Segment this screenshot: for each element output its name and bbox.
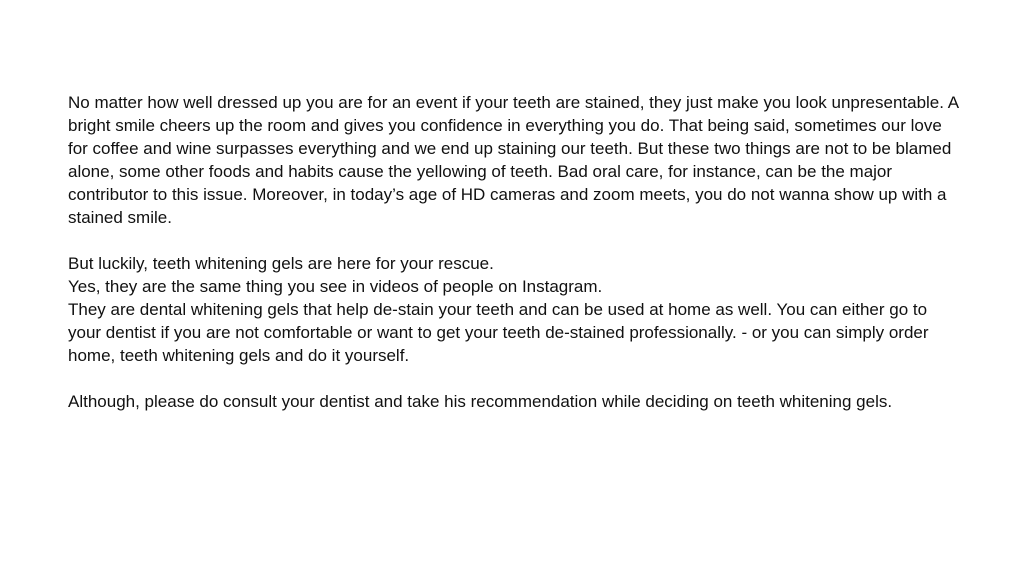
paragraph-spacer [68,229,960,252]
paragraph-intro: No matter how well dressed up you are for an event if your teeth are stained, they just make you look unpresentable. A bright smile cheers up the room and gives you confidence in everything you do. That being said, sometimes our love for coffee and wine surpasses everything and we end up staining our teeth. But these two things are not to be blamed alone, some other foods and habits cause the yellowing of teeth. Bad oral care, for instance, can be the major contributor to this issue. Moreover, in today’s age of HD cameras and zoom meets, you do not wanna show up with a stained smile. [68,93,959,227]
paragraph-line-gels: They are dental whitening gels that help de-stain your teeth and can be used at home as well. You can either go to your dentist if you are not comfortable or want to get your teeth de-stained professionally. - or you can simply order home, teeth whitening gels and do it yourself. [68,300,929,365]
paragraph-consult: Although, please do consult your dentist and take his recommendation while deciding on teeth whitening gels. [68,392,893,411]
body-text [68,91,960,413]
paragraph-line-instagram: Yes, they are the same thing you see in videos of people on Instagram. [68,277,603,296]
paragraph-spacer [68,367,960,390]
paragraph-line-rescue: But luckily, teeth whitening gels are here for your rescue. [68,254,494,273]
